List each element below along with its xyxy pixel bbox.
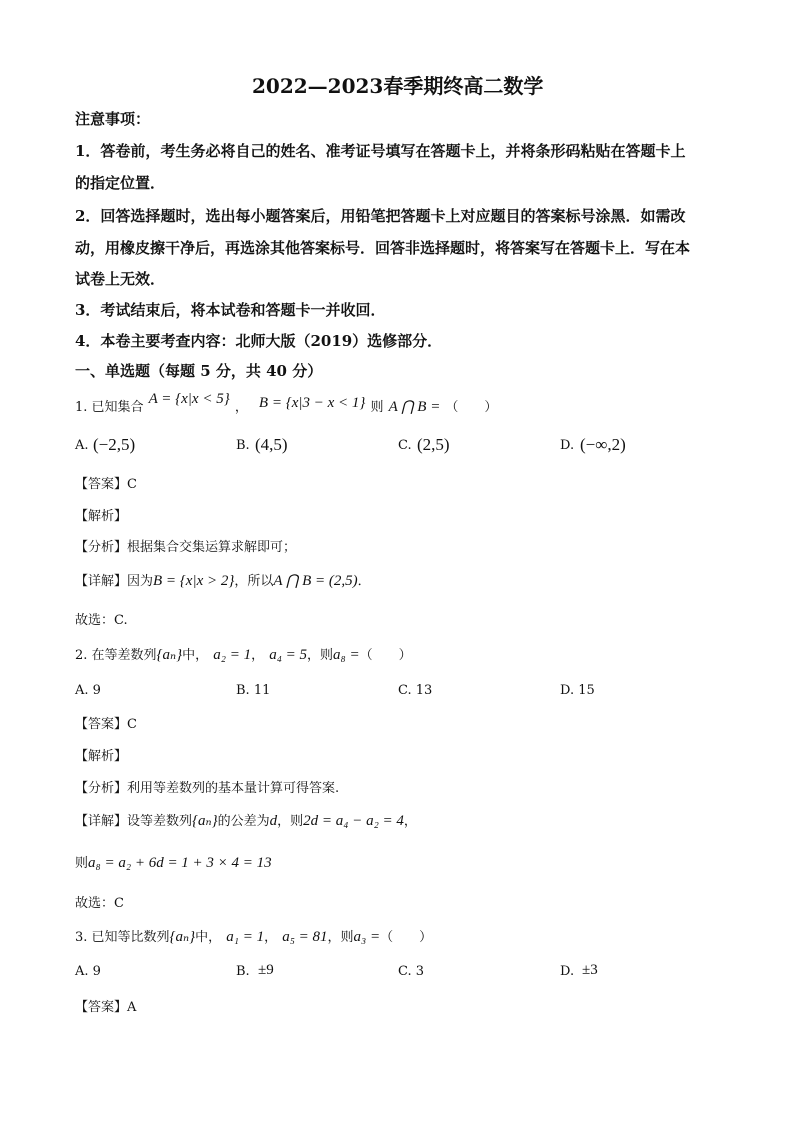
- q1-detail-b: B = {x|x > 2}: [153, 573, 235, 589]
- q3-option-d-label: D.: [560, 964, 575, 979]
- q1-option-d-label: D.: [560, 438, 575, 453]
- q1-answer: 【答案】C: [75, 477, 137, 492]
- q1-option-d-value: (−∞,2): [580, 435, 626, 454]
- q1-paren: （ ）: [445, 400, 498, 415]
- notice-item-2-end: 试卷上无效．: [75, 270, 166, 288]
- q2-line2-eq: a₈ = a₂ + 6d = 1 + 3 × 4 = 13: [88, 855, 272, 871]
- q2-detail-line2: [75, 852, 272, 872]
- q3-cond-1: a₁ = 1: [226, 929, 265, 945]
- q2-option-a: A. 9: [75, 683, 101, 698]
- q2-detail: [75, 810, 417, 830]
- question-3-stem: [75, 926, 432, 946]
- q3-cond-2: a₅ = 81: [282, 929, 328, 945]
- q2-detail-seq: {aₙ}: [192, 813, 218, 829]
- q3-then: ，则: [327, 930, 354, 945]
- q1-detail-a: 【详解】因为: [75, 574, 154, 589]
- q1-option-a-value: (−2,5): [93, 435, 136, 454]
- q2-paren: （ ）: [359, 648, 412, 663]
- q2-detail-end: ，: [403, 814, 417, 829]
- q1-choice: 故选：C.: [75, 613, 128, 628]
- q2-detail-eq: 2d = a₄ − a₂ = 4: [303, 813, 404, 829]
- q2-cond-1: a₂ = 1: [213, 647, 252, 663]
- q2-prefix: 2. 在等差数列: [75, 648, 157, 663]
- q1-prefix: 1. 已知集合: [75, 400, 144, 415]
- notice-item-1-cont: 的指定位置．: [75, 174, 166, 192]
- q1-analysis: 【分析】根据集合交集运算求解即可；: [75, 540, 297, 555]
- q1-expression: A ⋂ B =: [388, 399, 441, 415]
- page-title: 2022—2023春季期终高二数学: [252, 74, 544, 98]
- q2-jiexi: 【解析】: [75, 749, 128, 764]
- q3-sequence: {aₙ}: [169, 929, 196, 945]
- section-heading: 一、单选题（每题 5 分，共 40 分）: [75, 362, 323, 380]
- notice-item-1: 1．答卷前，考生务必将自己的姓名、准考证号填写在答题卡上，并将条形码粘贴在答题卡上: [75, 142, 686, 160]
- q2-analysis: 【分析】利用等差数列的基本量计算可得答案.: [75, 781, 340, 796]
- notice-item-2: 2．回答选择题时，选出每小题答案后，用铅笔把答题卡上对应题目的答案标号涂黑．如需改: [75, 207, 686, 225]
- q2-choice: 故选：C: [75, 896, 124, 911]
- q2-option-d: D. 15: [560, 683, 595, 698]
- q2-line2-prefix: 则: [75, 856, 89, 871]
- q2-option-c: C. 13: [398, 683, 433, 698]
- q3-option-c: C. 3: [398, 964, 425, 979]
- q2-sep: ，: [251, 648, 265, 663]
- notice-item-3: 3．考试结束后，将本试卷和答题卡一并收回．: [75, 301, 386, 319]
- q1-option-c-label: C.: [398, 438, 412, 453]
- notice-item-2-cont: 动，用橡皮擦干净后，再选涂其他答案标号．回答非选择题时，将答案写在答题卡上．写在本: [75, 239, 691, 257]
- q1-option-c-value: (2,5): [417, 435, 450, 454]
- q3-answer: 【答案】A: [75, 1000, 137, 1015]
- q2-detail-a: 【详解】设等差数列: [75, 814, 193, 829]
- q3-paren: （ ）: [380, 930, 433, 945]
- q3-prefix: 3. 已知等比数列: [75, 930, 170, 945]
- q2-detail-c: ，则: [277, 814, 304, 829]
- q3-mid: 中，: [195, 930, 222, 945]
- q1-then: 则: [370, 400, 384, 415]
- notice-item-4: 4．本卷主要考查内容：北师大版（2019）选修部分．: [75, 332, 443, 350]
- q1-option-b-label: B.: [236, 438, 250, 453]
- q1-detail: [75, 570, 371, 590]
- q1-comma: ，: [234, 400, 248, 415]
- q3-option-d-value: ±3: [582, 962, 598, 978]
- question-2-stem: [75, 644, 412, 664]
- q2-then: ，则: [307, 648, 334, 663]
- q2-sequence: {aₙ}: [156, 647, 183, 663]
- q1-set-b: B = {x|3 − x < 1}: [258, 395, 366, 411]
- q1-option-a-label: A.: [75, 438, 89, 453]
- question-1-stem: [75, 391, 498, 416]
- q2-detail-b: 的公差为: [217, 814, 270, 829]
- q1-detail-d: A ⋂ B = (2,5): [273, 573, 358, 589]
- q1-detail-c: ，所以: [234, 574, 274, 589]
- q3-target: a₃ =: [353, 929, 381, 945]
- q3-option-b-label: B.: [236, 964, 250, 979]
- q2-answer: 【答案】C: [75, 717, 137, 732]
- q2-mid: 中，: [182, 648, 209, 663]
- q3-option-b-value: ±9: [258, 962, 274, 978]
- notice-heading: 注意事项：: [75, 110, 151, 128]
- q1-option-b-value: (4,5): [255, 435, 288, 454]
- q3-option-a: A. 9: [75, 964, 101, 979]
- q3-sep: ，: [264, 930, 278, 945]
- q1-set-a: A = {x|x < 5}: [148, 391, 230, 407]
- q2-cond-2: a₄ = 5: [269, 647, 308, 663]
- q1-detail-e: ．: [357, 574, 371, 589]
- q1-jiexi: 【解析】: [75, 509, 128, 524]
- q2-detail-d: d: [269, 813, 278, 829]
- q2-target: a₈ =: [333, 647, 360, 663]
- q2-option-b: B. 11: [236, 683, 271, 698]
